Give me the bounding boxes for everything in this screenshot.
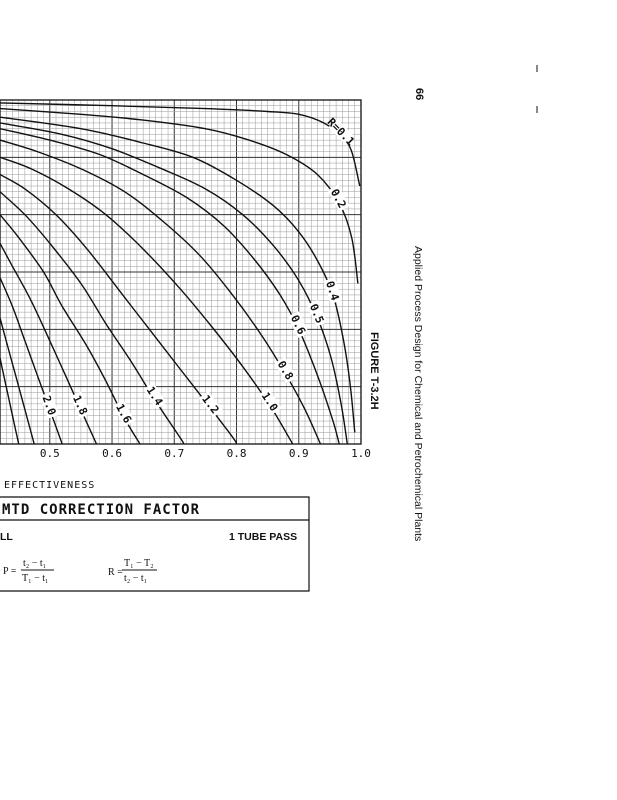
title-box-right-label: 1 TUBE PASS [229, 531, 298, 543]
x-tick-label: 0.7 [164, 447, 185, 460]
p-formula-numerator: t₂ − t₁ [23, 558, 47, 569]
curve-label-1-0: 1.0 [258, 389, 281, 414]
curve-label-0-8: 0.8 [274, 358, 296, 383]
r-formula-lhs: R = [108, 567, 123, 578]
x-tick-label: 0.6 [102, 447, 122, 460]
chart-grid [0, 100, 361, 444]
x-tick-label: 0.5 [39, 447, 60, 460]
curve-label-1-4: 1.4 [143, 384, 166, 408]
curve-label-1-6: 1.6 [113, 401, 135, 426]
curve-label-2-0: 2.0 [39, 393, 59, 417]
p-formula [3, 558, 54, 584]
curve-0-4-2 [0, 117, 355, 432]
p-formula-lhs: P = [3, 566, 17, 577]
curve-label-r-0-1: R=0.1 [324, 115, 358, 149]
curve-label-1-8: 1.8 [70, 393, 91, 417]
x-tick-label: 0.9 [288, 447, 309, 460]
curve-label-0-6: 0.6 [287, 313, 309, 337]
running-title: Applied Process Design for Chemical and Petrochemical Plants [412, 246, 424, 542]
x-axis-title: EFFECTIVENESS [4, 480, 96, 491]
x-tick-labels [40, 447, 371, 460]
chart-curves [0, 103, 360, 444]
curve-label-0-5: 0.5 [306, 301, 327, 326]
figure-label: FIGURE T-3.2H [368, 332, 380, 410]
p-formula-denominator: T₁ − t₁ [22, 573, 49, 584]
r-formula-denominator: t₂ − t₁ [124, 573, 148, 584]
curve-label-0-4: 0.4 [323, 279, 342, 303]
title-box-left-label: LL [0, 531, 13, 543]
title-box-title: MTD CORRECTION FACTOR [2, 502, 201, 518]
curve-unlabeled-13 [0, 358, 19, 444]
curve-0-2-1 [0, 109, 358, 284]
page-number: 66 [413, 88, 425, 101]
curve-label-1-2: 1.2 [199, 392, 222, 417]
x-tick-label: 1.0 [351, 447, 371, 460]
curve-r-0-1-0 [0, 103, 360, 186]
x-tick-label: 0.8 [226, 447, 247, 460]
r-formula [108, 558, 157, 584]
curve-label-0-2: 0.2 [327, 186, 349, 211]
r-formula-numerator: T₁ − T₂ [124, 558, 154, 569]
title-box [0, 497, 309, 591]
